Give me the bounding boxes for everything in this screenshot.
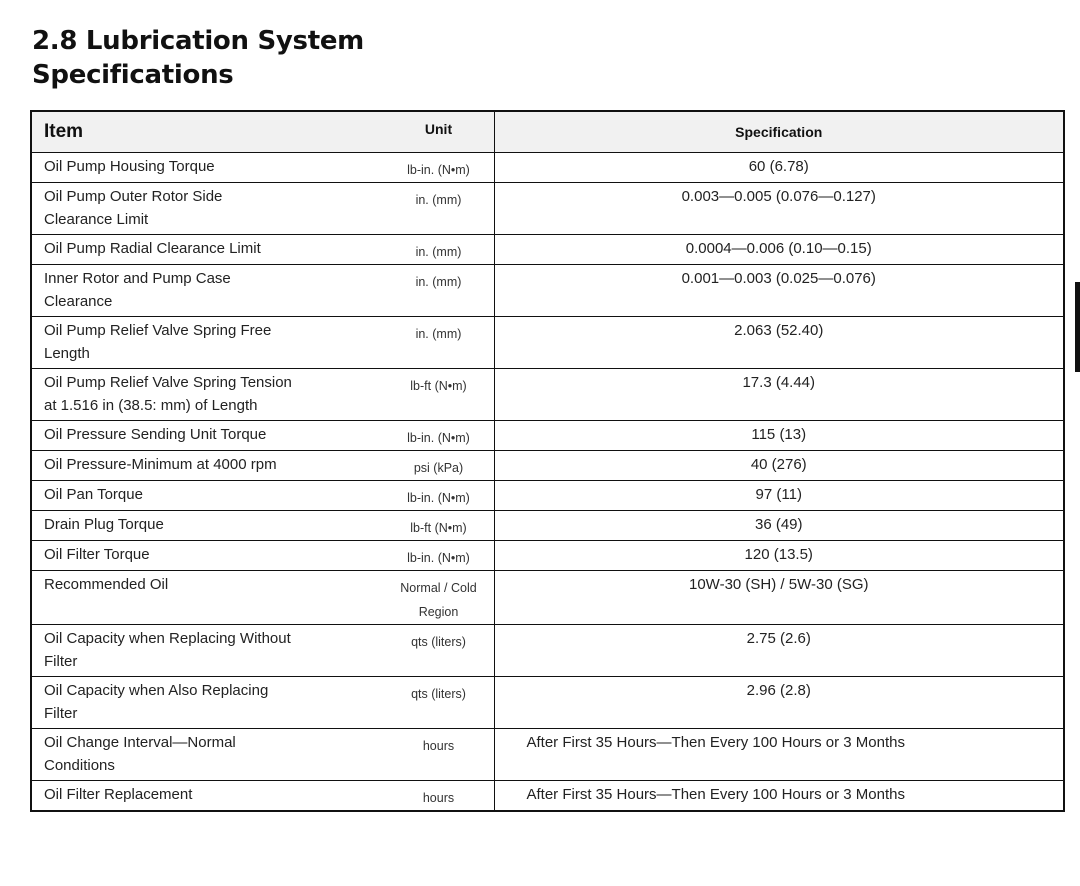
unit-label: in. (mm): [415, 245, 462, 259]
item-label: Oil Capacity when Also Replacing Filter: [44, 682, 269, 722]
unit-label: lb-in. (N•m): [407, 551, 470, 565]
item-unit-cell: [31, 571, 494, 625]
table-row: [31, 265, 1064, 317]
item-label: Oil Change Interval—Normal Conditions: [44, 734, 236, 774]
specification-value: After First 35 Hours—Then Every 100 Hours or 3 Months: [526, 786, 905, 803]
header-unit: Unit: [424, 121, 453, 137]
table-row: [31, 571, 1064, 625]
specification-value: 2.96 (2.8): [746, 682, 811, 699]
table-row: [31, 677, 1064, 729]
item-unit-cell: [31, 183, 494, 235]
page-title-line-2: Specifications: [32, 60, 234, 90]
specification-value: 97 (11): [755, 486, 802, 503]
item-unit-cell: [31, 451, 494, 481]
specification-cell: [494, 781, 1064, 812]
header-item-unit-cell: [31, 111, 494, 153]
specification-cell: [494, 677, 1064, 729]
specification-cell: [494, 571, 1064, 625]
specification-cell: [494, 541, 1064, 571]
page-title-line-1: 2.8 Lubrication System: [32, 26, 364, 56]
item-label: Oil Pressure Sending Unit Torque: [44, 426, 267, 443]
item-label: Oil Pump Radial Clearance Limit: [44, 240, 261, 257]
specification-cell: [494, 511, 1064, 541]
item-label: Oil Pump Housing Torque: [44, 158, 215, 175]
specification-cell: [494, 317, 1064, 369]
specification-value: 2.063 (52.40): [734, 322, 824, 339]
specification-value: 10W-30 (SH) / 5W-30 (SG): [689, 576, 869, 593]
item-unit-cell: [31, 481, 494, 511]
item-label: Oil Filter Torque: [44, 546, 150, 563]
item-unit-cell: [31, 729, 494, 781]
unit-label: in. (mm): [415, 275, 462, 289]
table-row: [31, 729, 1064, 781]
item-label: Inner Rotor and Pump Case Clearance: [44, 270, 231, 310]
table-body: [31, 153, 1064, 812]
specification-value: 0.0004—0.006 (0.10—0.15): [685, 240, 872, 257]
unit-label: hours: [422, 791, 455, 805]
specifications-table: [30, 110, 1065, 812]
unit-label: in. (mm): [415, 327, 462, 341]
table-row: [31, 625, 1064, 677]
header-item: Item: [44, 121, 84, 142]
table-row: [31, 421, 1064, 451]
item-label: Oil Capacity when Replacing Without Filter: [44, 630, 291, 670]
table-row: [31, 235, 1064, 265]
specification-cell: [494, 265, 1064, 317]
specification-value: 0.003—0.005 (0.076—0.127): [681, 188, 876, 205]
table-row: [31, 451, 1064, 481]
unit-label: psi (kPa): [413, 461, 464, 475]
unit-label: lb-in. (N•m): [407, 431, 470, 445]
table-row: [31, 511, 1064, 541]
item-unit-cell: [31, 369, 494, 421]
specification-cell: [494, 729, 1064, 781]
item-label: Oil Pump Outer Rotor Side Clearance Limit: [44, 188, 223, 228]
item-unit-cell: [31, 677, 494, 729]
unit-label: lb-in. (N•m): [407, 163, 470, 177]
specification-cell: [494, 481, 1064, 511]
item-label: Oil Pan Torque: [44, 486, 143, 503]
item-unit-cell: [31, 235, 494, 265]
item-label: Drain Plug Torque: [44, 516, 164, 533]
specification-value: 0.001—0.003 (0.025—0.076): [681, 270, 876, 287]
item-unit-cell: [31, 541, 494, 571]
specification-cell: [494, 421, 1064, 451]
header-specification: Specification: [735, 124, 823, 140]
table-row: [31, 183, 1064, 235]
specification-value: 115 (13): [751, 426, 807, 443]
unit-label: lb-ft (N•m): [410, 521, 467, 535]
table-row: [31, 781, 1064, 812]
unit-label: qts (liters): [411, 687, 466, 701]
item-unit-cell: [31, 317, 494, 369]
specification-value: 120 (13.5): [744, 546, 813, 563]
item-label: Oil Pump Relief Valve Spring Tension at 1.516 in (38.5: mm) of Length: [44, 374, 292, 414]
item-unit-cell: [31, 625, 494, 677]
item-label: Recommended Oil: [44, 576, 169, 593]
specification-value: 40 (276): [750, 456, 807, 473]
table-row: [31, 317, 1064, 369]
unit-label: qts (liters): [411, 635, 466, 649]
item-unit-cell: [31, 781, 494, 812]
unit-label: lb-ft (N•m): [410, 379, 467, 393]
item-unit-cell: [31, 153, 494, 183]
item-unit-cell: [31, 421, 494, 451]
table-row: [31, 153, 1064, 183]
unit-label: lb-in. (N•m): [407, 491, 470, 505]
table-row: [31, 369, 1064, 421]
table-header-row: [31, 111, 1064, 153]
specification-cell: [494, 625, 1064, 677]
unit-label: in. (mm): [415, 193, 462, 207]
specification-value: 17.3 (4.44): [742, 374, 816, 391]
item-label: Oil Filter Replacement: [44, 786, 193, 803]
header-spec-cell: [494, 111, 1064, 153]
unit-label: hours: [422, 739, 455, 753]
specification-cell: [494, 451, 1064, 481]
item-unit-cell: [31, 511, 494, 541]
specification-cell: [494, 235, 1064, 265]
specification-value: 60 (6.78): [748, 158, 809, 175]
page-title: [32, 24, 364, 92]
item-label: Oil Pressure-Minimum at 4000 rpm: [44, 456, 277, 473]
specification-value: 2.75 (2.6): [746, 630, 811, 647]
item-label: Oil Pump Relief Valve Spring Free Length: [44, 322, 272, 362]
specification-cell: [494, 183, 1064, 235]
section-tab-marker: [1075, 282, 1080, 372]
table-row: [31, 541, 1064, 571]
specification-value: 36 (49): [754, 516, 803, 533]
item-unit-cell: [31, 265, 494, 317]
specification-cell: [494, 153, 1064, 183]
specification-cell: [494, 369, 1064, 421]
specification-value: After First 35 Hours—Then Every 100 Hours or 3 Months: [526, 734, 905, 751]
unit-label: Normal / Cold Region: [400, 581, 477, 619]
table-row: [31, 481, 1064, 511]
